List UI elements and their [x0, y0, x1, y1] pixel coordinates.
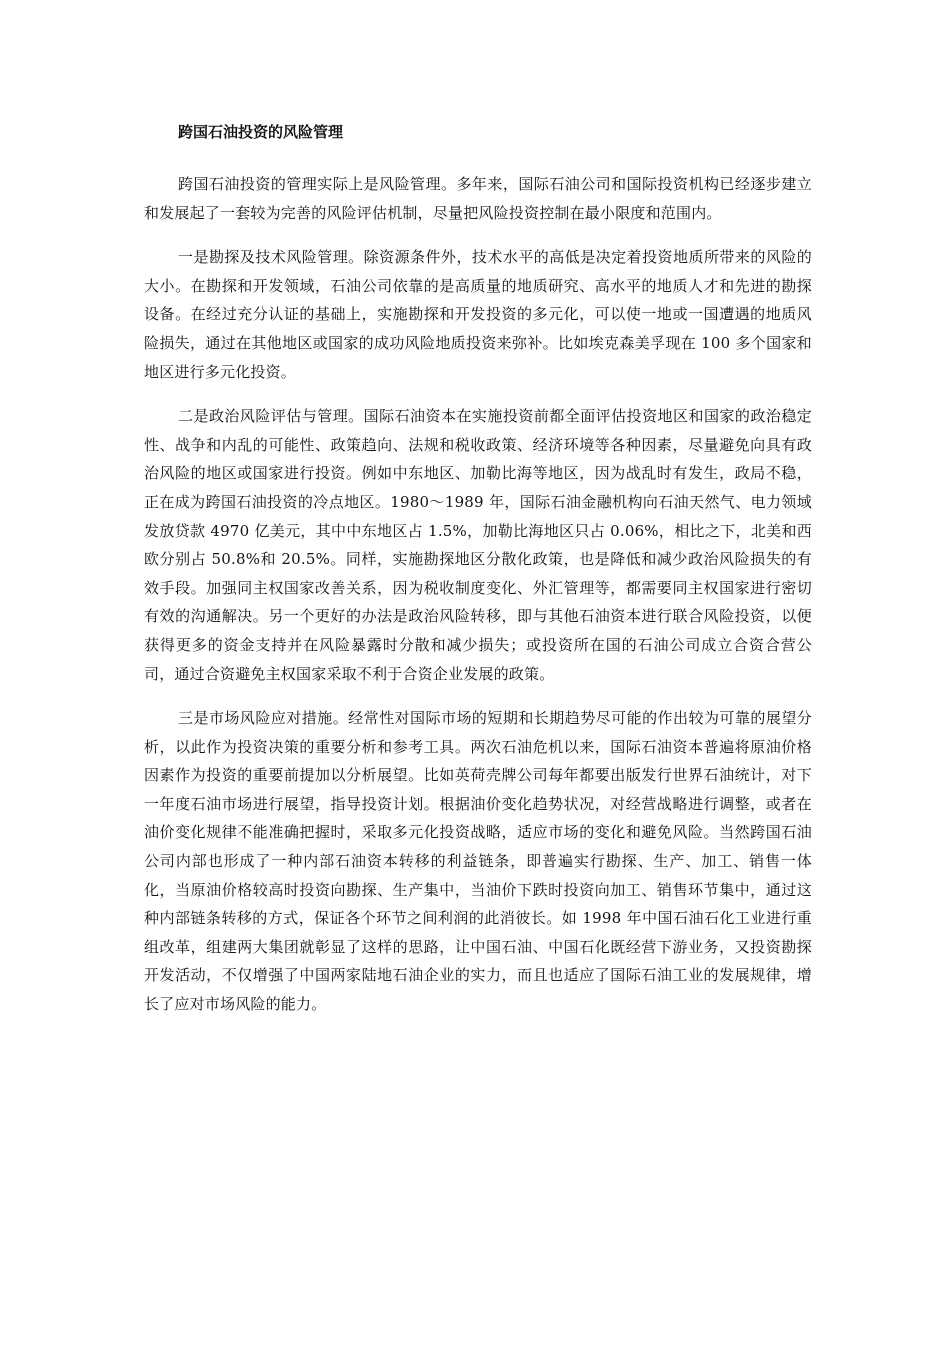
document-body [144, 118, 812, 1035]
paragraph-market-risk: 三是市场风险应对措施。经常性对国际市场的短期和长期趋势尽可能的作出较为可靠的展望分析，以此作为投资决策的重要分析和参考工具。两次石油危机以来，国际石油资本普遍将原油价格因素作为投资的重要前提加以分析展望。比如英荷壳牌公司每年都要出版发行世界石油统计，对下一年度石油市场进行展望，指导投资计划。根据油价变化趋势状况，对经营战略进行调整，或者在油价变化规律不能准确把握时，采取多元化投资战略，适应市场的变化和避免风险。当然跨国石油公司内部也形成了一种内部石油资本转移的利益链条，即普遍实行勘探、生产、加工、销售一体化，当原油价格较高时投资向勘探、生产集中，当油价下跌时投资向加工、销售环节集中，通过这种内部链条转移的方式，保证各个环节之间利润的此消彼长。如 1998 年中国石油石化工业进行重组改革，组建两大集团就彰显了这样的思路，让中国石油、中国石化既经营下游业务，又投资勘探开发活动，不仅增强了中国两家陆地石油企业的实力，而且也适应了国际石油工业的发展规律，增长了应对市场风险的能力。 [144, 709, 812, 1014]
document-title: 跨国石油投资的风险管理 [178, 123, 344, 141]
paragraph-intro: 跨国石油投资的管理实际上是风险管理。多年来，国际石油公司和国际投资机构已经逐步建立和发展起了一套较为完善的风险评估机制，尽量把风险投资控制在最小限度和范围内。 [144, 175, 812, 222]
paragraph-political-risk: 二是政治风险评估与管理。国际石油资本在实施投资前都全面评估投资地区和国家的政治稳定性、战争和内乱的可能性、政策趋向、法规和税收政策、经济环境等各种因素，尽量避免向具有政治风险的地区或国家进行投资。例如中东地区、加勒比海等地区，因为战乱时有发生，政局不稳，正在成为跨国石油投资的冷点地区。1980～1989 年，国际石油金融机构向石油天然气、电力领域发放贷款 4970 亿美元，其中中东地区占 1.5%，加勒比海地区只占 0.06%，相比之下，北美和西欧分别占 50.8%和 20.5%。同样，实施勘探地区分散化政策，也是降低和减少政治风险损失的有效手段。加强同主权国家改善关系，因为税收制度变化、外汇管理等，都需要同主权国家进行密切有效的沟通解决。另一个更好的办法是政治风险转移，即与其他石油资本进行联合风险投资，以便获得更多的资金支持并在风险暴露时分散和减少损失；或投资所在国的石油公司成立合资合营公司，通过合资避免主权国家采取不利于合资企业发展的政策。 [144, 407, 812, 683]
paragraph-exploration-risk: 一是勘探及技术风险管理。除资源条件外，技术水平的高低是决定着投资地质所带来的风险的大小。在勘探和开发领域，石油公司依靠的是高质量的地质研究、高水平的地质人才和先进的勘探设备。在经过充分认证的基础上，实施勘探和开发投资的多元化，可以使一地或一国遭遇的地质风险损失，通过在其他地区或国家的成功风险地质投资来弥补。比如埃克森美孚现在 100 多个国家和地区进行多元化投资。 [144, 248, 812, 381]
